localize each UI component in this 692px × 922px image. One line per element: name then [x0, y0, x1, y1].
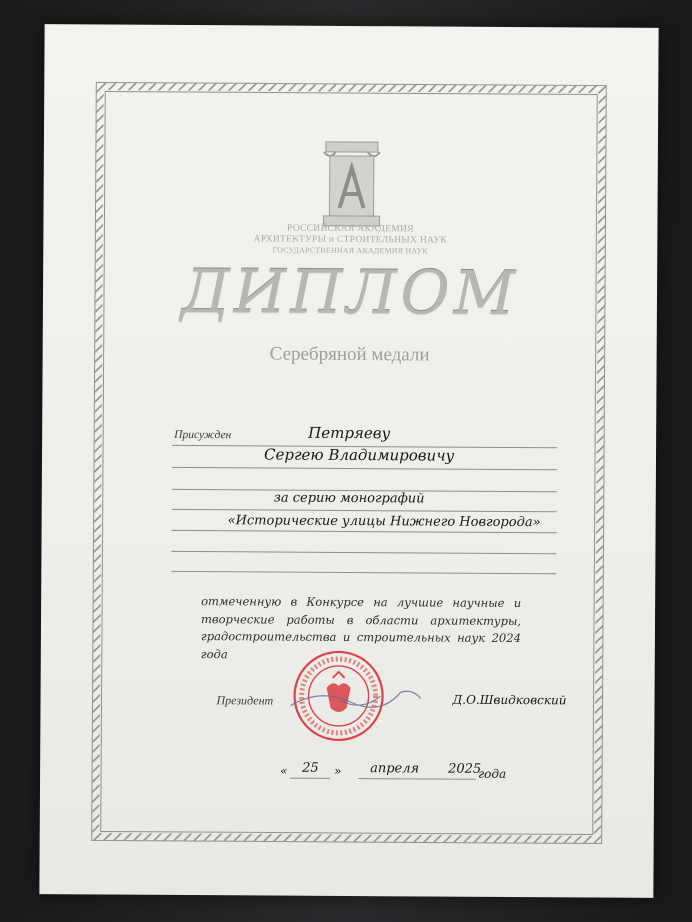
citation-year: 2024 года	[200, 630, 521, 661]
recipient-name: Сергею Владимировичу	[263, 445, 455, 465]
president-signature	[280, 678, 430, 719]
date-year: 2025	[448, 761, 482, 777]
awarded-label: Присужден	[174, 428, 232, 442]
award-for-text: за серию монографий	[273, 490, 425, 507]
academy-name-line-1: РОССИЙСКАЯ АКАДЕМИЯ	[287, 223, 414, 235]
date-day: 25	[302, 760, 319, 776]
diploma-sheet	[39, 24, 658, 898]
work-title: «Исторические улицы Нижнего Новгорода»	[227, 513, 541, 531]
citation-body: отмеченную в Конкурсе на лучшие научные и творческие работы в области архитектуры, градостроительства и строительных наук	[200, 594, 522, 645]
date-open-quote: «	[280, 763, 288, 778]
academy-name-line-2: АРХИТЕКТУРЫ и СТРОИТЕЛЬНЫХ НАУК	[253, 234, 448, 246]
date-close-quote: »	[334, 763, 342, 778]
diploma-subtitle: Серебряной медали	[269, 343, 430, 366]
academy-emblem-icon	[319, 138, 384, 230]
date-suffix: года	[478, 766, 507, 781]
diploma-title: ДИПЛОМ	[180, 256, 520, 330]
president-label: Президент	[216, 693, 274, 708]
recipient-surname: Петряеву	[308, 423, 391, 443]
president-name: Д.О.Швидковский	[452, 692, 567, 708]
date-month: апреля	[370, 761, 420, 777]
academy-name-line-3: ГОСУДАРСТВЕННАЯ АКАДЕМИЯ НАУК	[272, 245, 429, 256]
